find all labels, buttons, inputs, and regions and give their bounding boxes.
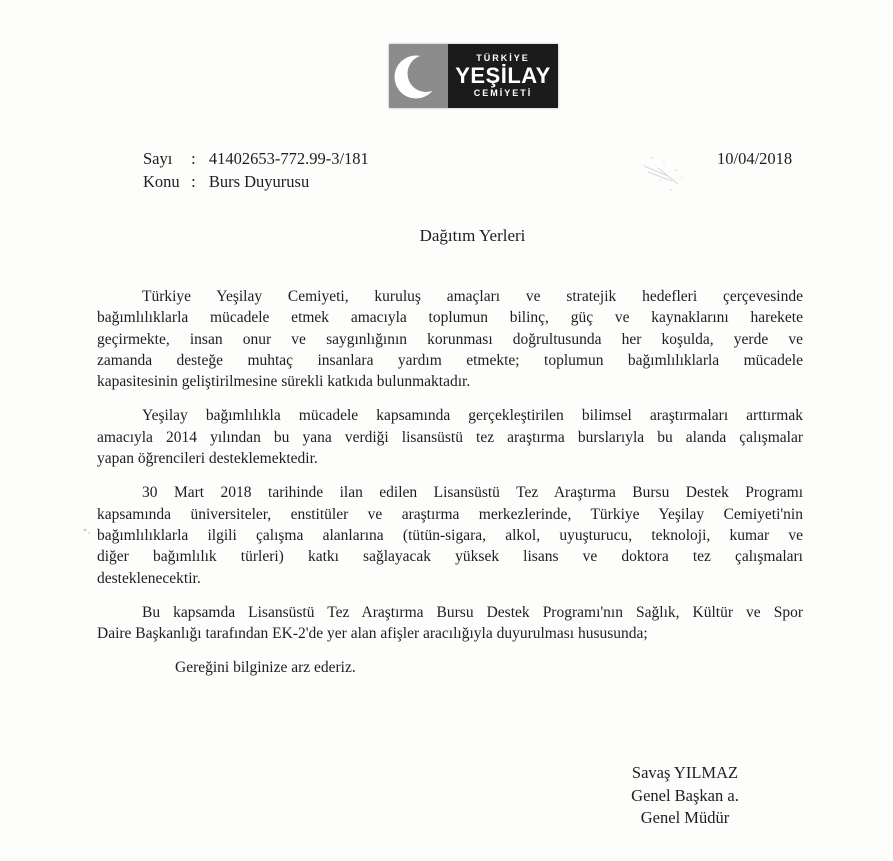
logo-crescent-panel bbox=[389, 44, 448, 108]
konu-value: Burs Duyurusu bbox=[208, 172, 310, 191]
paragraph-line: Türkiye Yeşilay Cemiyeti, kuruluş amaçları ve stratejik hedefleri çerçevesinde bbox=[142, 288, 803, 305]
paragraph-line: 30 Mart 2018 tarihinde ilan edilen Lisansüstü Tez Araştırma Bursu Destek Programı bbox=[142, 484, 803, 502]
paragraph-line: diğer bağımlılık türleri) katkı sağlayacak yüksek lisans ve doktora tez çalışmaları bbox=[97, 548, 803, 566]
paragraph-line: amacıyla 2014 yılından bu yana verdiği lisansüstü tez araştırma burslarıyla bu alanda çalışmalar bbox=[97, 428, 803, 446]
sayi-value: 41402653-772.99-3/181 bbox=[208, 149, 369, 168]
logo-name-text: YEŞİLAY bbox=[455, 63, 551, 89]
letter-meta bbox=[143, 147, 369, 193]
logo-country-text: TÜRKİYE bbox=[476, 53, 530, 64]
signature-block bbox=[555, 762, 815, 830]
scan-speck bbox=[80, 524, 94, 543]
signatory-name: Savaş YILMAZ bbox=[631, 763, 739, 782]
paragraph-1 bbox=[97, 286, 803, 392]
paragraph-line: desteklenecektir. bbox=[97, 569, 201, 587]
scan-smudge bbox=[638, 150, 710, 199]
paragraph-4 bbox=[97, 602, 803, 645]
paragraph-3 bbox=[97, 482, 803, 588]
reference-number-row bbox=[143, 147, 369, 170]
konu-colon: : bbox=[191, 172, 196, 191]
paragraph-line: zamanda desteğe muhtaç insanlara yardım etmekte; toplumun bağımlılıklarla mücadele bbox=[97, 351, 803, 369]
closing-line: Gereğini bilginize arz ederiz. bbox=[175, 659, 356, 677]
crescent-moon-icon bbox=[389, 44, 448, 108]
konu-label: Konu bbox=[143, 172, 180, 191]
signatory-title-1: Genel Başkan a. bbox=[631, 785, 739, 805]
logo-org-text: CEMİYETİ bbox=[473, 87, 533, 98]
distribution-heading: Dağıtım Yerleri bbox=[419, 226, 526, 245]
paragraph-line: Daire Başkanlığı tarafından EK-2'de yer alan afişler aracılığıyla duyurulması hususunda; bbox=[97, 625, 648, 643]
paragraph-line: Bu kapsamda Lisansüstü Tez Araştırma Bursu Destek Programı'nın Sağlık, Kültür ve Spor bbox=[142, 603, 803, 621]
subject-row bbox=[143, 170, 369, 193]
sayi-colon: : bbox=[191, 149, 196, 168]
signatory-title-2: Genel Müdür bbox=[640, 808, 730, 827]
sayi-label: Sayı bbox=[143, 149, 173, 168]
paragraph-line: yapan öğrencileri desteklemektedir. bbox=[97, 450, 318, 468]
letter-date: 10/04/2018 bbox=[717, 149, 793, 168]
paragraph-line: bağımlılıklarla ilgili çalışma alanlarına (tütün-sigara, alkol, uyuşturucu, teknoloji, kumar ve bbox=[97, 526, 803, 544]
paragraph-line: kapasitesinin geliştirilmesine sürekli katkıda bulunmaktadır. bbox=[97, 373, 471, 391]
paragraph-2 bbox=[97, 405, 803, 469]
paragraph-line: Yeşilay bağımlılıkla mücadele kapsamında gerçekleştirilen bilimsel araştırmaları arttırmak bbox=[142, 407, 803, 425]
paragraph-line: geçirmekte, insan onur ve saygınlığının korunması doğrultusunda her koşulda, yerde ve bbox=[97, 330, 803, 348]
yesilay-logo bbox=[389, 44, 558, 108]
letter-body bbox=[97, 286, 803, 692]
logo-text-panel bbox=[448, 44, 558, 108]
paragraph-line: kapsamında üniversiteler, enstitüler ve araştırma merkezlerinde, Türkiye Yeşilay Cemiyeti'nin bbox=[97, 505, 803, 523]
paragraph-line: bağımlılıklarla mücadele etmek amacıyla toplumun bilinç, güç ve kaynaklarını harekete bbox=[97, 309, 803, 327]
